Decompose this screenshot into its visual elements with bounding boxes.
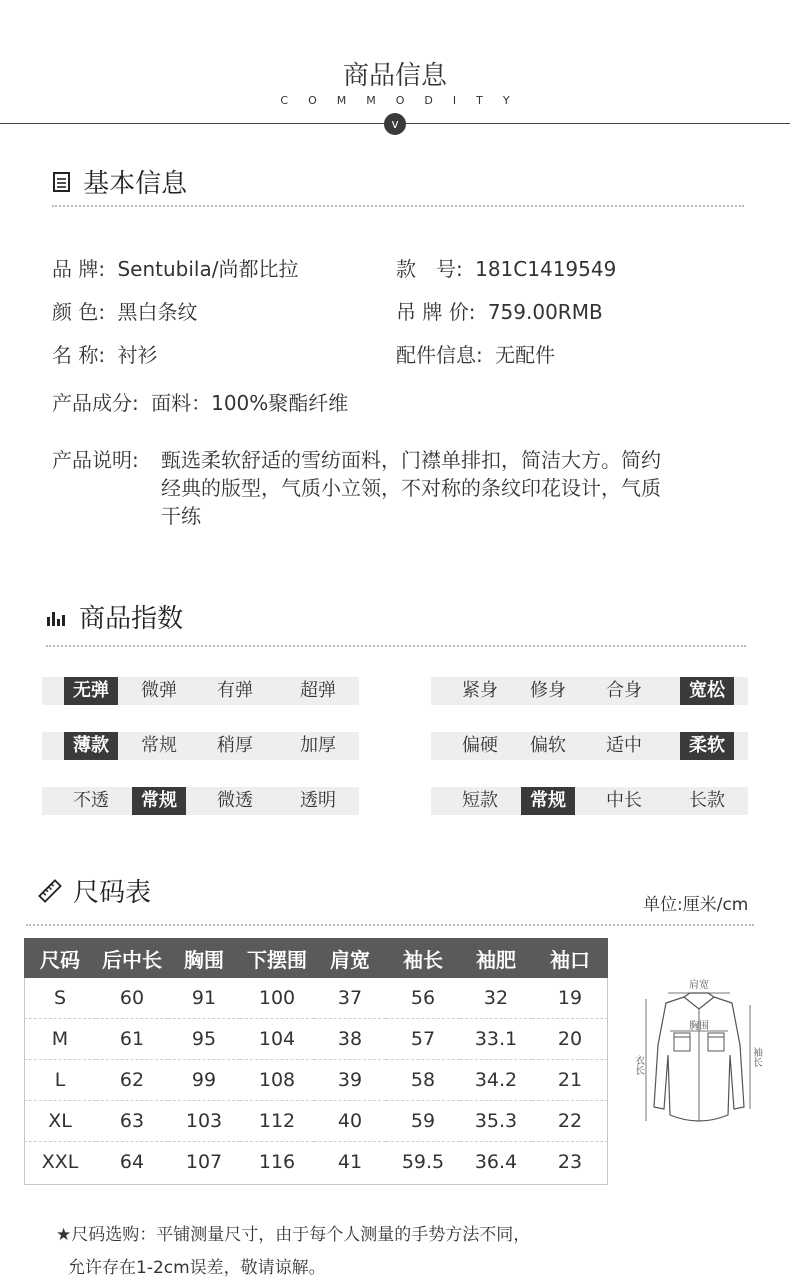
index-option: 偏硬	[462, 735, 498, 756]
table-cell: 112	[240, 1101, 314, 1142]
table-row	[24, 1101, 608, 1142]
table-cell: 41	[314, 1142, 386, 1183]
section-title-index: 商品指数	[79, 604, 184, 634]
dotted-divider	[46, 645, 746, 647]
bar-chart-icon	[46, 608, 66, 626]
index-option: 加厚	[300, 735, 336, 756]
table-cell: 38	[314, 1019, 386, 1060]
index-row	[431, 787, 748, 815]
table-cell: XL	[24, 1101, 96, 1142]
info-label: 产品成分:	[52, 391, 139, 415]
info-brand	[52, 253, 298, 282]
table-row	[24, 1019, 608, 1060]
dotted-divider	[26, 924, 754, 926]
info-composition	[52, 387, 348, 416]
index-option: 稍厚	[217, 735, 253, 756]
index-option: 常规	[141, 735, 177, 756]
table-row	[24, 1060, 608, 1101]
shirt-measurement-diagram	[628, 975, 770, 1135]
table-cell: 59.5	[386, 1142, 460, 1183]
ruler-icon	[38, 879, 62, 903]
index-row	[42, 677, 359, 705]
column-header: 袖肥	[460, 938, 532, 978]
info-tag-price	[396, 296, 603, 325]
info-value: 759.00RMB	[487, 300, 603, 324]
table-cell: 21	[532, 1060, 608, 1101]
table-cell: 37	[337, 987, 363, 1009]
table-cell: 56	[410, 987, 436, 1009]
info-desc-label: 产品说明:	[52, 448, 139, 472]
table-cell: S	[53, 987, 67, 1009]
table-cell: 62	[96, 1060, 168, 1101]
info-style-number	[396, 253, 616, 282]
table-cell: 108	[240, 1060, 314, 1101]
index-option-selected: 常规	[521, 787, 575, 815]
diagram-label-sleeve: 袖长	[750, 1047, 762, 1067]
table-cell: 22	[532, 1101, 608, 1142]
index-row	[42, 732, 359, 760]
index-option: 偏软	[530, 735, 566, 756]
size-note-line-1: ★尺码选购：平铺测量尺寸，由于每个人测量的手势方法不同，	[56, 1225, 531, 1245]
index-option: 有弹	[217, 680, 253, 701]
desc-line: 经典的版型，气质小立领，不对称的条纹印花设计，气质	[161, 476, 661, 500]
index-option: 短款	[462, 790, 498, 811]
info-name	[52, 339, 157, 368]
table-cell: 60	[119, 987, 145, 1009]
index-option: 中长	[606, 790, 642, 811]
table-cell: 59	[386, 1101, 460, 1142]
table-cell: 64	[96, 1142, 168, 1183]
table-cell: 91	[191, 987, 217, 1009]
info-label: 款 号:	[396, 257, 463, 281]
table-cell: 34.2	[460, 1060, 532, 1101]
info-color	[52, 296, 197, 325]
desc-line: 甄选柔软舒适的雪纺面料，门襟单排扣，简洁大方。简约	[161, 448, 661, 472]
info-label: 颜 色:	[52, 300, 106, 324]
dotted-divider	[52, 205, 744, 207]
table-cell: 100	[258, 987, 296, 1009]
table-cell: 116	[240, 1142, 314, 1183]
info-value: 无配件	[495, 343, 556, 367]
table-cell: 63	[96, 1101, 168, 1142]
index-option: 超弹	[300, 680, 336, 701]
column-header: 后中长	[96, 938, 168, 978]
index-option-selected: 薄款	[64, 732, 118, 760]
table-cell: 99	[168, 1060, 240, 1101]
table-row	[24, 978, 608, 1019]
table-header-row	[24, 938, 608, 978]
document-icon	[52, 171, 72, 193]
table-cell: 57	[386, 1019, 460, 1060]
index-row	[42, 787, 359, 815]
table-cell: 36.4	[460, 1142, 532, 1183]
index-option: 长款	[689, 790, 725, 811]
info-description	[161, 446, 741, 530]
index-row	[431, 732, 748, 760]
info-value: Sentubila/尚都比拉	[117, 257, 299, 281]
index-option: 微透	[217, 790, 253, 811]
info-value: 衬衫	[117, 343, 158, 367]
index-option: 微弹	[141, 680, 177, 701]
table-cell: 58	[386, 1060, 460, 1101]
info-accessories	[396, 339, 555, 368]
index-option: 适中	[606, 735, 642, 756]
page-subtitle: COMMODITY	[280, 94, 530, 107]
table-cell: 104	[240, 1019, 314, 1060]
index-option: 修身	[530, 680, 566, 701]
size-unit: 单位:厘米/cm	[643, 895, 749, 915]
info-label: 品 牌:	[52, 257, 106, 281]
diagram-label-chest: 胸围	[689, 1021, 709, 1032]
size-heading	[38, 872, 151, 909]
size-table	[24, 938, 608, 1182]
diagram-label-shoulder: 肩宽	[689, 980, 709, 991]
table-cell: 33.1	[460, 1019, 532, 1060]
table-cell: 20	[532, 1019, 608, 1060]
column-header: 肩宽	[314, 938, 386, 978]
index-heading	[46, 598, 183, 635]
info-value: 面料：100%聚酯纤维	[151, 391, 349, 415]
column-header: 胸围	[168, 938, 240, 978]
table-cell: XXL	[24, 1142, 96, 1183]
index-option-selected: 柔软	[680, 732, 734, 760]
column-header: 袖长	[386, 938, 460, 978]
table-cell: M	[24, 1019, 96, 1060]
column-header: 下摆围	[240, 938, 314, 978]
table-cell: 35.3	[460, 1101, 532, 1142]
index-option-selected: 常规	[132, 787, 186, 815]
section-title-size: 尺码表	[73, 878, 152, 908]
size-note-line-2: 允许存在1-2cm误差，敬请谅解。	[68, 1258, 326, 1278]
diagram-label-length: 衣长	[632, 1055, 644, 1075]
index-option: 紧身	[462, 680, 498, 701]
table-cell: 19	[557, 987, 583, 1009]
index-option-selected: 无弹	[64, 677, 118, 705]
desc-line: 干练	[161, 504, 201, 528]
table-cell: 95	[168, 1019, 240, 1060]
table-cell: 103	[168, 1101, 240, 1142]
column-header: 尺码	[24, 938, 96, 978]
table-cell: 32	[483, 987, 509, 1009]
info-label: 名 称:	[52, 343, 106, 367]
basic-info-heading	[52, 163, 187, 200]
table-cell: 23	[532, 1142, 608, 1183]
info-value: 181C1419549	[475, 257, 617, 281]
section-title-basic: 基本信息	[83, 169, 188, 199]
info-value: 黑白条纹	[117, 300, 198, 324]
table-cell: 61	[96, 1019, 168, 1060]
index-option: 不透	[73, 790, 109, 811]
table-cell: 40	[314, 1101, 386, 1142]
table-cell: 39	[314, 1060, 386, 1101]
page-title: 商品信息	[342, 61, 447, 91]
info-label: 配件信息:	[396, 343, 483, 367]
table-row	[24, 1142, 608, 1183]
column-header: 袖口	[532, 938, 608, 978]
info-label: 吊 牌 价:	[396, 300, 476, 324]
index-option: 合身	[606, 680, 642, 701]
index-option-selected: 宽松	[680, 677, 734, 705]
index-row	[431, 677, 748, 705]
chevron-down-icon: v	[384, 113, 406, 135]
table-cell: L	[24, 1060, 96, 1101]
table-cell: 107	[168, 1142, 240, 1183]
index-option: 透明	[300, 790, 336, 811]
